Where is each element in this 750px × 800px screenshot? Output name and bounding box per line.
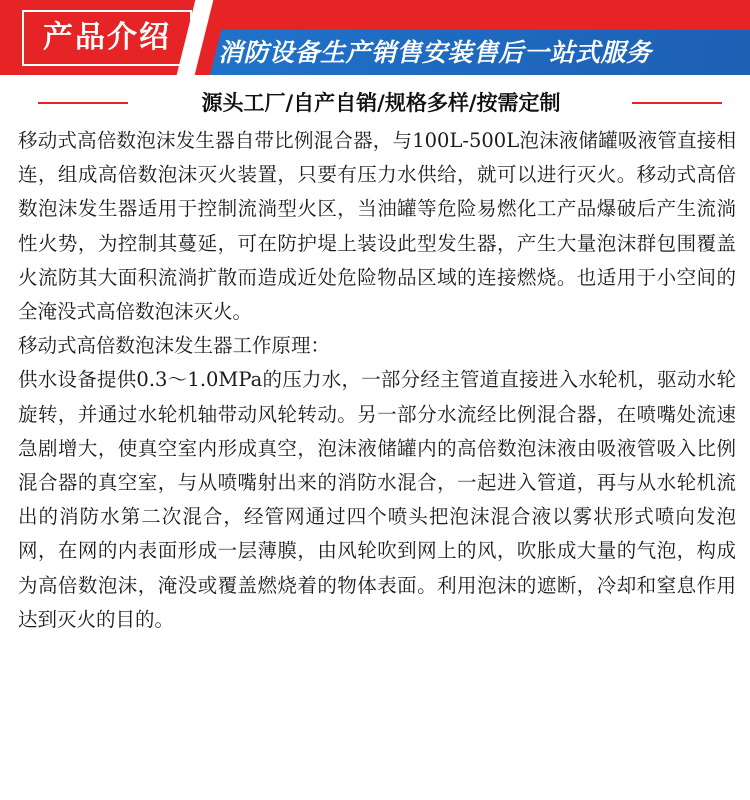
product-description (18, 124, 736, 637)
slogan-row (0, 85, 750, 121)
intro-paragraph: 移动式高倍数泡沫发生器自带比例混合器，与100L-500L泡沫液储罐吸液管直接相连，组成高倍数泡沫灭火装置，只要有压力水供给，就可以进行灭火。移动式高倍数泡沫发生器适用于控制流淌型火区，当油罐等危险易燃化工产品爆破后产生流淌性火势，为控制其蔓延，可在防护堤上装设此型发生器，产生大量泡沫群包围覆盖火流防其大面积流淌扩散而造成近处危险物品区域的连接燃烧。也适用于小空间的全淹没式高倍数泡沫灭火。 (18, 129, 736, 324)
slogan-right-rule (632, 102, 722, 104)
banner-subtitle: 消防设备生产销售安装售后一站式服务 (218, 38, 652, 67)
principle-heading: 移动式高倍数泡沫发生器工作原理： (18, 334, 331, 358)
slogan-text: 源头工厂/自产自销/规格多样/按需定制 (201, 91, 561, 115)
banner-title: 产品介绍 (22, 10, 192, 66)
header-banner (0, 0, 750, 75)
slogan-left-rule (38, 102, 128, 104)
principle-paragraph: 供水设备提供0.3～1.0MPa的压力水，一部分经主管道直接进入水轮机，驱动水轮旋转，并通过水轮机轴带动风轮转动。另一部分水流经比例混合器，在喷嘴处流速急剧增大，使真空室内形成真空，泡沫液储罐内的高倍数泡沫液由吸液管吸入比例混合器的真空室，与从喷嘴射出来的消防水混合，一起进入管道，再与从水轮机流出的消防水第二次混合，经管网通过四个喷头把泡沫混合液以雾状形式喷向发泡网，在网的内表面形成一层薄膜，由风轮吹到网上的风，吹胀成大量的气泡，构成为高倍数泡沫，淹没或覆盖燃烧着的物体表面。利用泡沫的遮断，冷却和窒息作用达到灭火的目的。 (18, 368, 736, 631)
